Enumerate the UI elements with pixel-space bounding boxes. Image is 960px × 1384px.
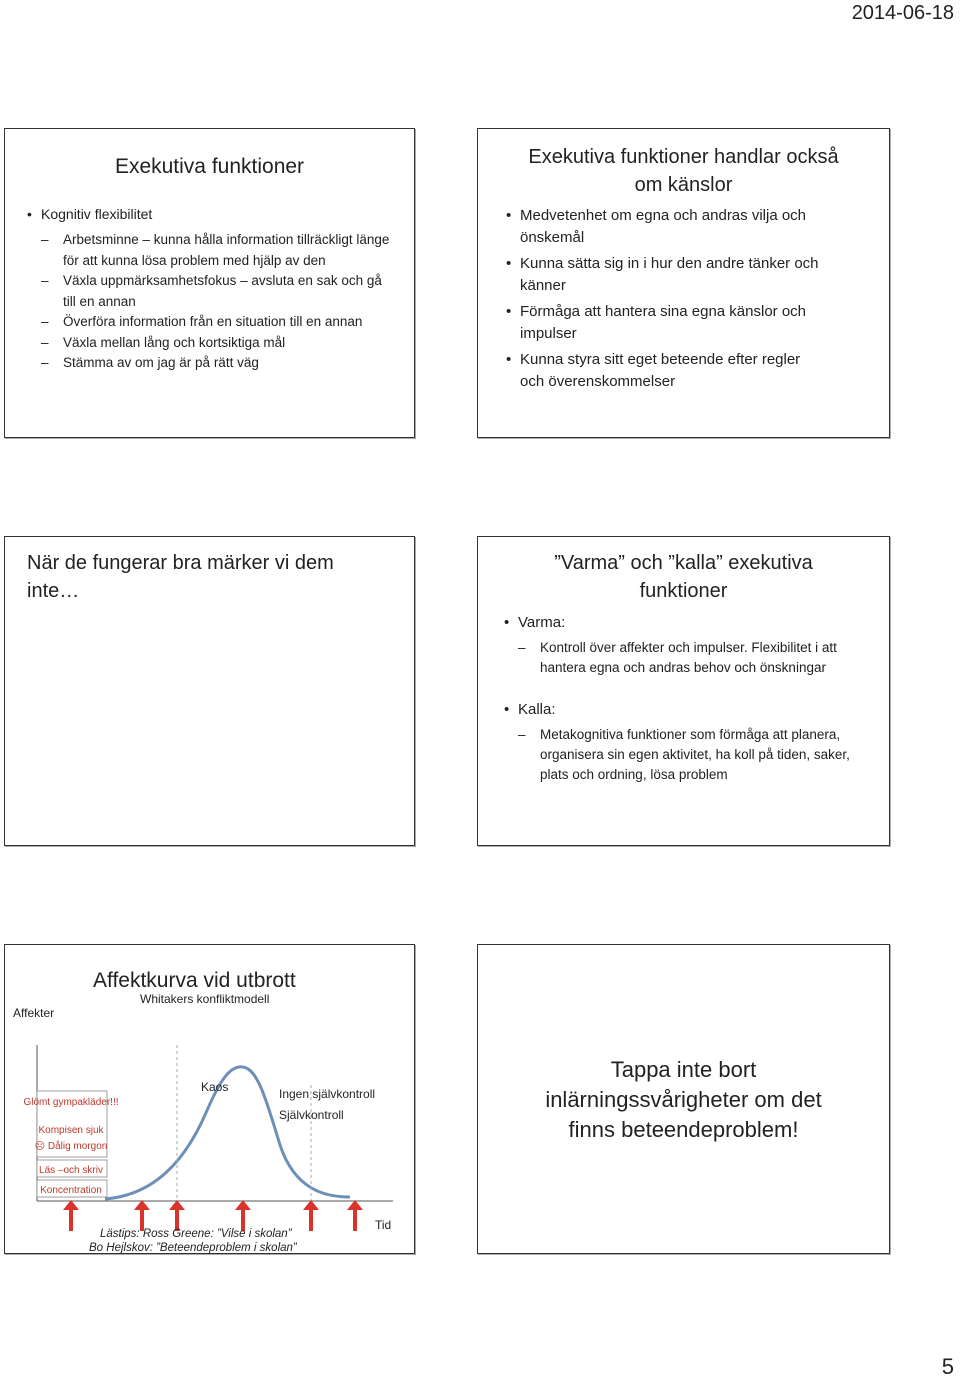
sub-item: – Växla uppmärksamhetsfokus – avsluta en sak och gå till en annan: [41, 271, 397, 312]
trigger-label: Koncentration: [40, 1185, 102, 1196]
slide-exekutiva-funktioner: [4, 128, 415, 438]
sub-item: – Arbetsminne – kunna hålla information tillräckligt länge för att kunna lösa problem med hjälp av den: [41, 230, 397, 271]
sub-list: [518, 725, 854, 785]
slide-title: Exekutiva funktioner: [114, 155, 305, 178]
sub-item: – Stämma av om jag är på rätt väg: [41, 353, 397, 374]
slide-title: Exekutiva funktioner handlar också om känslor: [528, 146, 839, 196]
slide-affektkurva: [4, 944, 415, 1254]
page-date: 2014-06-18: [851, 2, 954, 24]
slide-subtitle: Whitakers konfliktmodell: [140, 992, 270, 1006]
sub-item-varma: – Kontroll över affekter och impulser. Flexibilitet i att hantera egna och andras behov och önskningar: [518, 638, 848, 678]
bullet-item: • Medvetenhet om egna och andras vilja och önskemål: [506, 205, 826, 249]
slide-varma-kalla: [477, 536, 890, 846]
page-number: 5: [941, 1354, 954, 1379]
arrow-icon: [303, 1200, 319, 1231]
slide-title: Affektkurva vid utbrott: [93, 969, 296, 992]
affektkurva-diagram: [5, 945, 414, 1253]
trigger-label: Glömt gympakläder!!!: [23, 1097, 119, 1108]
bullet-item: • Kunna sätta sig in i hur den andre tänker och känner: [506, 253, 826, 297]
arrow-icon: [347, 1200, 363, 1231]
bullet-item: • Kunna styra sitt eget beteende efter regler och överenskommelser: [506, 349, 826, 393]
message-line: Tappa inte bort: [610, 1057, 757, 1082]
trigger-label: Läs –och skriv: [39, 1165, 103, 1176]
arrow-icon: [134, 1200, 150, 1231]
trigger-label: ☹ Dålig morgon: [34, 1141, 108, 1152]
message-line: finns beteendeproblem!: [568, 1117, 799, 1142]
sub-list: [41, 230, 397, 374]
slide-fungerar-bra: [4, 536, 415, 846]
sjalvkontroll-label: Självkontroll: [279, 1108, 344, 1122]
bullet-list: [506, 205, 826, 393]
bullet-list: [27, 205, 397, 224]
slide-tappa-inte-bort: [477, 944, 890, 1254]
arrow-icon: [63, 1200, 79, 1231]
trigger-arrows: [63, 1200, 363, 1231]
ingen-sjalvkontroll-label: Ingen självkontroll: [279, 1087, 376, 1101]
bullet-kalla: • Kalla:: [504, 700, 854, 719]
sub-item: – Överföra information från en situation till en annan: [41, 312, 397, 333]
slide-title: ”Varma” och ”kalla” exekutiva funktioner: [554, 552, 813, 602]
slide-kanslor: [477, 128, 890, 438]
sub-item-kalla: – Metakognitiva funktioner som förmåga att planera, organisera sin egen aktivitet, ha koll på tiden, saker, plats och ordning, lösa problem: [518, 725, 854, 785]
trigger-label: Kompisen sjuk: [38, 1125, 104, 1136]
y-axis-label: Affekter: [13, 1006, 55, 1020]
bullet-list: [504, 613, 854, 632]
slide-message: [478, 1055, 889, 1145]
x-axis-label: Tid: [375, 1218, 392, 1232]
lastips-line-1: Lästips: Ross Greene: ”Vilse i skolan”: [100, 1228, 292, 1240]
lastips-line-2: Bo Hejlskov: ”Beteendeproblem i skolan”: [89, 1242, 297, 1253]
bullet-kognitiv: • Kognitiv flexibilitet: [27, 205, 397, 224]
bullet-item: • Förmåga att hantera sina egna känslor och impulser: [506, 301, 826, 345]
bullet-list: [504, 700, 854, 719]
sub-list: [518, 638, 848, 678]
bullet-varma: • Varma:: [504, 613, 854, 632]
message-line: inlärningssvårigheter om det: [545, 1087, 822, 1112]
arrow-icon: [235, 1200, 251, 1231]
arrow-icon: [169, 1200, 185, 1231]
kaos-label: Kaos: [201, 1080, 229, 1094]
sub-item: – Växla mellan lång och kortsiktiga mål: [41, 333, 397, 354]
slide-title: När de fungerar bra märker vi dem inte…: [27, 552, 334, 602]
